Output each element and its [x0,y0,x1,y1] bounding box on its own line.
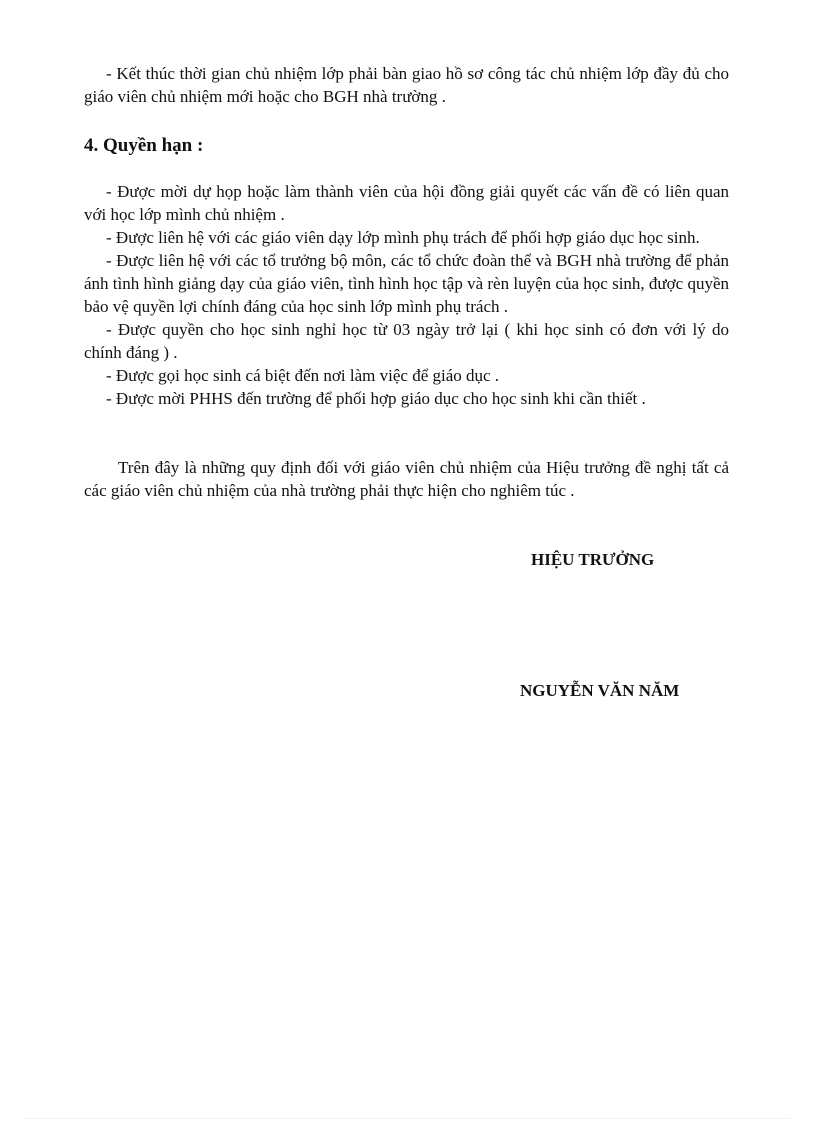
page-bottom-rule [26,1118,790,1119]
rights-item: - Được mời PHHS đến trường để phối hợp giáo dục cho học sinh khi cần thiết . [106,389,646,408]
rights-list [84,180,729,410]
rights-item: - Được liên hệ với các tổ trưởng bộ môn, các tổ chức đoàn thể và BGH nhà trường để phản ánh tình hình giảng dạy của giáo viên, tình hình học tập và rèn luyện của học sinh, được quyền bảo vệ quyền lợi chính đáng của học sinh lớp mình phụ trách . [84,251,729,316]
intro-section [84,62,729,108]
section-heading: 4. Quyền hạn : [84,135,204,156]
signature-name: NGUYỄN VĂN NĂM [520,681,680,700]
intro-paragraph: - Kết thúc thời gian chủ nhiệm lớp phải bàn giao hồ sơ công tác chủ nhiệm lớp đầy đủ cho giáo viên chủ nhiệm mới hoặc cho BGH nhà trường . [84,64,729,106]
rights-item: - Được gọi học sinh cá biệt đến nơi làm việc để giáo dục . [106,366,500,385]
rights-item: - Được mời dự họp hoặc làm thành viên của hội đồng giải quyết các vấn đề có liên quan với học lớp mình chủ nhiệm . [84,182,729,224]
closing-section [84,456,729,502]
signature-title: HIỆU TRƯỞNG [531,550,655,569]
rights-item: - Được quyền cho học sinh nghỉ học từ 03 ngày trở lại ( khi học sinh có đơn với lý do chính đáng ) . [84,320,729,362]
rights-item: - Được liên hệ với các giáo viên dạy lớp mình phụ trách để phối hợp giáo dục học sinh. [106,228,700,247]
closing-paragraph: Trên đây là những quy định đối với giáo viên chủ nhiệm của Hiệu trưởng đề nghị tất cả các giáo viên chủ nhiệm của nhà trường phải thực hiện cho nghiêm túc . [84,458,729,500]
